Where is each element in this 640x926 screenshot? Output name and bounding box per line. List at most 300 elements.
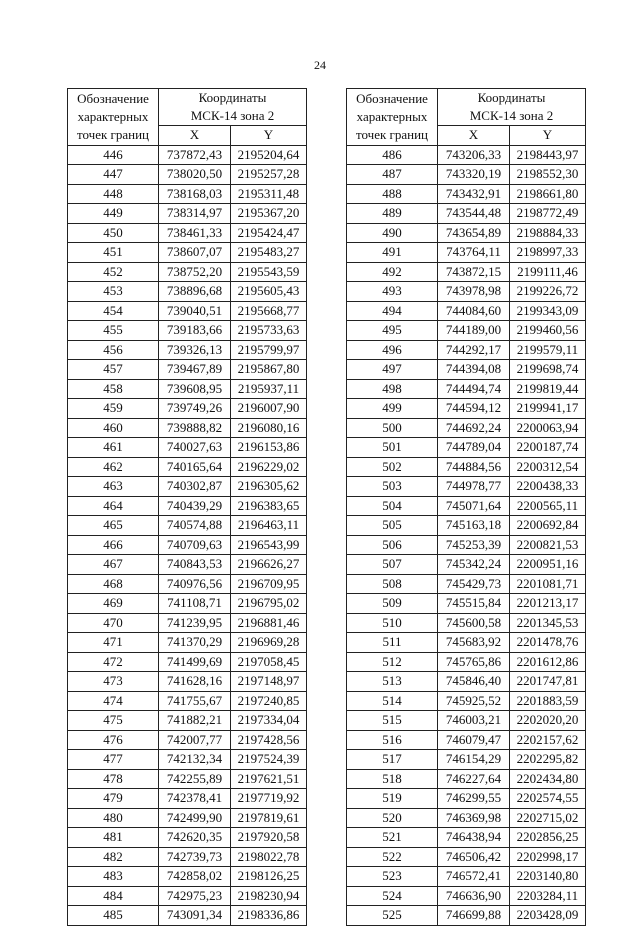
point-number-cell: 514 bbox=[347, 691, 438, 711]
table-row bbox=[68, 438, 307, 458]
table-row bbox=[68, 282, 307, 302]
x-coordinate-cell: 741628,16 bbox=[159, 672, 231, 692]
x-coordinate-cell: 746572,41 bbox=[438, 867, 510, 887]
y-coordinate-cell: 2198022,78 bbox=[231, 847, 307, 867]
point-number-cell: 502 bbox=[347, 457, 438, 477]
table-row bbox=[68, 360, 307, 380]
y-coordinate-cell: 2195668,77 bbox=[231, 301, 307, 321]
x-coordinate-cell: 743091,34 bbox=[159, 906, 231, 926]
point-number-cell: 487 bbox=[347, 165, 438, 185]
table-row bbox=[347, 633, 586, 653]
y-coordinate-cell: 2197428,56 bbox=[231, 730, 307, 750]
table-row bbox=[68, 633, 307, 653]
point-number-cell: 447 bbox=[68, 165, 159, 185]
x-coordinate-cell: 745342,24 bbox=[438, 555, 510, 575]
y-coordinate-cell: 2197819,61 bbox=[231, 808, 307, 828]
point-number-cell: 491 bbox=[347, 243, 438, 263]
x-coordinate-cell: 742499,90 bbox=[159, 808, 231, 828]
x-coordinate-cell: 740302,87 bbox=[159, 477, 231, 497]
table-row bbox=[68, 769, 307, 789]
table-row bbox=[347, 516, 586, 536]
y-coordinate-cell: 2196153,86 bbox=[231, 438, 307, 458]
x-coordinate-cell: 745600,58 bbox=[438, 613, 510, 633]
x-coordinate-cell: 739749,26 bbox=[159, 399, 231, 419]
table-row bbox=[347, 321, 586, 341]
point-number-cell: 512 bbox=[347, 652, 438, 672]
table-row bbox=[347, 613, 586, 633]
x-coordinate-cell: 744594,12 bbox=[438, 399, 510, 419]
point-number-cell: 484 bbox=[68, 886, 159, 906]
table-row bbox=[347, 789, 586, 809]
y-coordinate-cell: 2195257,28 bbox=[231, 165, 307, 185]
x-coordinate-cell: 738752,20 bbox=[159, 262, 231, 282]
y-coordinate-cell: 2202715,02 bbox=[510, 808, 586, 828]
x-coordinate-cell: 738896,68 bbox=[159, 282, 231, 302]
y-coordinate-cell: 2199698,74 bbox=[510, 360, 586, 380]
point-number-cell: 446 bbox=[68, 145, 159, 165]
table-row bbox=[68, 574, 307, 594]
y-coordinate-cell: 2203284,11 bbox=[510, 886, 586, 906]
table-row bbox=[68, 594, 307, 614]
x-coordinate-cell: 739888,82 bbox=[159, 418, 231, 438]
x-coordinate-cell: 745071,64 bbox=[438, 496, 510, 516]
designation-header bbox=[68, 89, 159, 146]
coordinates-table-left-body bbox=[68, 145, 307, 925]
x-coordinate-cell: 742739,73 bbox=[159, 847, 231, 867]
x-coordinate-cell: 740574,88 bbox=[159, 516, 231, 536]
point-number-cell: 485 bbox=[68, 906, 159, 926]
table-row bbox=[347, 243, 586, 263]
y-coordinate-cell: 2198997,33 bbox=[510, 243, 586, 263]
table-row bbox=[68, 535, 307, 555]
point-number-cell: 471 bbox=[68, 633, 159, 653]
table-row bbox=[347, 360, 586, 380]
y-coordinate-cell: 2199226,72 bbox=[510, 282, 586, 302]
y-coordinate-cell: 2201478,76 bbox=[510, 633, 586, 653]
x-coordinate-cell: 742132,34 bbox=[159, 750, 231, 770]
point-number-cell: 468 bbox=[68, 574, 159, 594]
x-coordinate-cell: 742620,35 bbox=[159, 828, 231, 848]
table-row bbox=[347, 711, 586, 731]
point-number-cell: 511 bbox=[347, 633, 438, 653]
y-coordinate-cell: 2198552,30 bbox=[510, 165, 586, 185]
x-coordinate-cell: 744884,56 bbox=[438, 457, 510, 477]
x-coordinate-cell: 746506,42 bbox=[438, 847, 510, 867]
point-number-cell: 521 bbox=[347, 828, 438, 848]
x-coordinate-cell: 740976,56 bbox=[159, 574, 231, 594]
point-number-cell: 478 bbox=[68, 769, 159, 789]
y-coordinate-cell: 2201612,86 bbox=[510, 652, 586, 672]
designation-header-line3: точек границ bbox=[355, 126, 429, 142]
coordinates-header bbox=[438, 89, 586, 126]
point-number-cell: 453 bbox=[68, 282, 159, 302]
x-coordinate-cell: 740027,63 bbox=[159, 438, 231, 458]
point-number-cell: 486 bbox=[347, 145, 438, 165]
table-row bbox=[347, 457, 586, 477]
page-number: 24 bbox=[314, 58, 326, 72]
point-number-cell: 520 bbox=[347, 808, 438, 828]
point-number-cell: 449 bbox=[68, 204, 159, 224]
designation-header-line2: характерных bbox=[356, 108, 428, 124]
table-row bbox=[68, 496, 307, 516]
y-coordinate-cell: 2196881,46 bbox=[231, 613, 307, 633]
point-number-cell: 494 bbox=[347, 301, 438, 321]
y-coordinate-cell: 2198126,25 bbox=[231, 867, 307, 887]
point-number-cell: 473 bbox=[68, 672, 159, 692]
table-row bbox=[347, 399, 586, 419]
y-coordinate-cell: 2202157,62 bbox=[510, 730, 586, 750]
table-row bbox=[347, 769, 586, 789]
point-number-cell: 515 bbox=[347, 711, 438, 731]
point-number-cell: 509 bbox=[347, 594, 438, 614]
point-number-cell: 463 bbox=[68, 477, 159, 497]
y-coordinate-cell: 2196305,62 bbox=[231, 477, 307, 497]
table-row bbox=[347, 282, 586, 302]
y-coordinate-cell: 2195733,63 bbox=[231, 321, 307, 341]
y-column-header: Y bbox=[231, 126, 307, 146]
table-row bbox=[68, 691, 307, 711]
point-number-cell: 467 bbox=[68, 555, 159, 575]
point-number-cell: 524 bbox=[347, 886, 438, 906]
point-number-cell: 482 bbox=[68, 847, 159, 867]
point-number-cell: 483 bbox=[68, 867, 159, 887]
table-row bbox=[347, 184, 586, 204]
point-number-cell: 456 bbox=[68, 340, 159, 360]
table-row bbox=[68, 828, 307, 848]
point-number-cell: 506 bbox=[347, 535, 438, 555]
x-coordinate-cell: 745765,86 bbox=[438, 652, 510, 672]
x-coordinate-cell: 740165,64 bbox=[159, 457, 231, 477]
table-row bbox=[68, 165, 307, 185]
x-coordinate-cell: 742007,77 bbox=[159, 730, 231, 750]
y-coordinate-cell: 2195867,80 bbox=[231, 360, 307, 380]
x-coordinate-cell: 743764,11 bbox=[438, 243, 510, 263]
x-coordinate-cell: 744789,04 bbox=[438, 438, 510, 458]
y-coordinate-cell: 2199343,09 bbox=[510, 301, 586, 321]
y-coordinate-cell: 2197334,04 bbox=[231, 711, 307, 731]
y-coordinate-cell: 2199579,11 bbox=[510, 340, 586, 360]
y-coordinate-cell: 2197524,39 bbox=[231, 750, 307, 770]
table-row bbox=[68, 906, 307, 926]
table-row bbox=[347, 574, 586, 594]
point-number-cell: 477 bbox=[68, 750, 159, 770]
table-row bbox=[347, 165, 586, 185]
table-row bbox=[68, 418, 307, 438]
table-row bbox=[68, 886, 307, 906]
point-number-cell: 508 bbox=[347, 574, 438, 594]
x-coordinate-cell: 745846,40 bbox=[438, 672, 510, 692]
x-coordinate-cell: 745515,84 bbox=[438, 594, 510, 614]
y-coordinate-cell: 2202295,82 bbox=[510, 750, 586, 770]
x-coordinate-cell: 742858,02 bbox=[159, 867, 231, 887]
y-coordinate-cell: 2198443,97 bbox=[510, 145, 586, 165]
coordinates-table-left bbox=[67, 88, 307, 926]
table-row bbox=[68, 672, 307, 692]
point-number-cell: 507 bbox=[347, 555, 438, 575]
point-number-cell: 497 bbox=[347, 360, 438, 380]
y-coordinate-cell: 2197240,85 bbox=[231, 691, 307, 711]
x-coordinate-cell: 737872,43 bbox=[159, 145, 231, 165]
point-number-cell: 525 bbox=[347, 906, 438, 926]
point-number-cell: 460 bbox=[68, 418, 159, 438]
y-coordinate-cell: 2195424,47 bbox=[231, 223, 307, 243]
y-coordinate-cell: 2195799,97 bbox=[231, 340, 307, 360]
x-coordinate-cell: 743320,19 bbox=[438, 165, 510, 185]
x-coordinate-cell: 745429,73 bbox=[438, 574, 510, 594]
coordinates-table-right-body bbox=[347, 145, 586, 925]
y-coordinate-cell: 2202434,80 bbox=[510, 769, 586, 789]
point-number-cell: 469 bbox=[68, 594, 159, 614]
table-row bbox=[68, 145, 307, 165]
y-coordinate-cell: 2201081,71 bbox=[510, 574, 586, 594]
table-row bbox=[347, 828, 586, 848]
y-coordinate-cell: 2196463,11 bbox=[231, 516, 307, 536]
y-coordinate-cell: 2195367,20 bbox=[231, 204, 307, 224]
point-number-cell: 518 bbox=[347, 769, 438, 789]
point-number-cell: 466 bbox=[68, 535, 159, 555]
x-coordinate-cell: 745683,92 bbox=[438, 633, 510, 653]
y-coordinate-cell: 2200187,74 bbox=[510, 438, 586, 458]
y-coordinate-cell: 2199460,56 bbox=[510, 321, 586, 341]
y-coordinate-cell: 2200821,53 bbox=[510, 535, 586, 555]
x-coordinate-cell: 742378,41 bbox=[159, 789, 231, 809]
x-coordinate-cell: 741108,71 bbox=[159, 594, 231, 614]
x-coordinate-cell: 746003,21 bbox=[438, 711, 510, 731]
y-coordinate-cell: 2201213,17 bbox=[510, 594, 586, 614]
table-row bbox=[347, 652, 586, 672]
table-row bbox=[347, 886, 586, 906]
y-coordinate-cell: 2196080,16 bbox=[231, 418, 307, 438]
point-number-cell: 458 bbox=[68, 379, 159, 399]
y-coordinate-cell: 2195605,43 bbox=[231, 282, 307, 302]
y-coordinate-cell: 2198230,94 bbox=[231, 886, 307, 906]
y-coordinate-cell: 2198661,80 bbox=[510, 184, 586, 204]
x-coordinate-cell: 744692,24 bbox=[438, 418, 510, 438]
y-coordinate-cell: 2196969,28 bbox=[231, 633, 307, 653]
table-row bbox=[68, 340, 307, 360]
y-coordinate-cell: 2197719,92 bbox=[231, 789, 307, 809]
x-coordinate-cell: 743206,33 bbox=[438, 145, 510, 165]
x-coordinate-cell: 744189,00 bbox=[438, 321, 510, 341]
y-coordinate-cell: 2195543,59 bbox=[231, 262, 307, 282]
point-number-cell: 504 bbox=[347, 496, 438, 516]
designation-header-line1: Обозначение bbox=[77, 90, 149, 106]
table-row bbox=[68, 184, 307, 204]
y-column-header: Y bbox=[510, 126, 586, 146]
x-coordinate-cell: 743432,91 bbox=[438, 184, 510, 204]
table-row bbox=[68, 477, 307, 497]
y-coordinate-cell: 2196709,95 bbox=[231, 574, 307, 594]
point-number-cell: 496 bbox=[347, 340, 438, 360]
table-row bbox=[68, 516, 307, 536]
table-row bbox=[347, 867, 586, 887]
x-column-header: X bbox=[159, 126, 231, 146]
table-row bbox=[68, 750, 307, 770]
x-coordinate-cell: 741239,95 bbox=[159, 613, 231, 633]
y-coordinate-cell: 2203428,09 bbox=[510, 906, 586, 926]
point-number-cell: 479 bbox=[68, 789, 159, 809]
x-coordinate-cell: 741755,67 bbox=[159, 691, 231, 711]
point-number-cell: 476 bbox=[68, 730, 159, 750]
point-number-cell: 493 bbox=[347, 282, 438, 302]
x-coordinate-cell: 745253,39 bbox=[438, 535, 510, 555]
x-coordinate-cell: 744292,17 bbox=[438, 340, 510, 360]
table-row bbox=[68, 243, 307, 263]
point-number-cell: 492 bbox=[347, 262, 438, 282]
point-number-cell: 513 bbox=[347, 672, 438, 692]
point-number-cell: 451 bbox=[68, 243, 159, 263]
point-number-cell: 505 bbox=[347, 516, 438, 536]
x-coordinate-cell: 738020,50 bbox=[159, 165, 231, 185]
table-row bbox=[347, 301, 586, 321]
x-coordinate-cell: 741370,29 bbox=[159, 633, 231, 653]
point-number-cell: 495 bbox=[347, 321, 438, 341]
y-coordinate-cell: 2198772,49 bbox=[510, 204, 586, 224]
y-coordinate-cell: 2195311,48 bbox=[231, 184, 307, 204]
x-coordinate-cell: 740709,63 bbox=[159, 535, 231, 555]
y-coordinate-cell: 2195937,11 bbox=[231, 379, 307, 399]
table-row bbox=[68, 711, 307, 731]
table-row bbox=[347, 496, 586, 516]
y-coordinate-cell: 2201345,53 bbox=[510, 613, 586, 633]
x-coordinate-cell: 739608,95 bbox=[159, 379, 231, 399]
x-coordinate-cell: 745925,52 bbox=[438, 691, 510, 711]
point-number-cell: 450 bbox=[68, 223, 159, 243]
table-row bbox=[68, 613, 307, 633]
table-row bbox=[347, 477, 586, 497]
x-coordinate-cell: 739040,51 bbox=[159, 301, 231, 321]
x-coordinate-cell: 744494,74 bbox=[438, 379, 510, 399]
coordinates-header bbox=[159, 89, 307, 126]
coordinates-header-line1: Координаты bbox=[198, 90, 267, 105]
table-row bbox=[347, 418, 586, 438]
y-coordinate-cell: 2198336,86 bbox=[231, 906, 307, 926]
y-coordinate-cell: 2200063,94 bbox=[510, 418, 586, 438]
point-number-cell: 457 bbox=[68, 360, 159, 380]
x-coordinate-cell: 738168,03 bbox=[159, 184, 231, 204]
table-row bbox=[347, 223, 586, 243]
table-row bbox=[68, 301, 307, 321]
y-coordinate-cell: 2199941,17 bbox=[510, 399, 586, 419]
y-coordinate-cell: 2202856,25 bbox=[510, 828, 586, 848]
table-row bbox=[68, 847, 307, 867]
y-coordinate-cell: 2202574,55 bbox=[510, 789, 586, 809]
x-coordinate-cell: 738314,97 bbox=[159, 204, 231, 224]
y-coordinate-cell: 2196229,02 bbox=[231, 457, 307, 477]
table-row bbox=[347, 847, 586, 867]
point-number-cell: 516 bbox=[347, 730, 438, 750]
y-coordinate-cell: 2196543,99 bbox=[231, 535, 307, 555]
x-coordinate-cell: 742975,23 bbox=[159, 886, 231, 906]
table-row bbox=[347, 535, 586, 555]
point-number-cell: 480 bbox=[68, 808, 159, 828]
x-coordinate-cell: 740843,53 bbox=[159, 555, 231, 575]
y-coordinate-cell: 2196626,27 bbox=[231, 555, 307, 575]
x-coordinate-cell: 738461,33 bbox=[159, 223, 231, 243]
y-coordinate-cell: 2196007,90 bbox=[231, 399, 307, 419]
x-coordinate-cell: 744978,77 bbox=[438, 477, 510, 497]
x-coordinate-cell: 741499,69 bbox=[159, 652, 231, 672]
point-number-cell: 489 bbox=[347, 204, 438, 224]
table-row bbox=[347, 808, 586, 828]
x-coordinate-cell: 746438,94 bbox=[438, 828, 510, 848]
coordinates-header-line2: МСК-14 зона 2 bbox=[190, 108, 275, 123]
y-coordinate-cell: 2197621,51 bbox=[231, 769, 307, 789]
coordinates-header-line2: МСК-14 зона 2 bbox=[469, 108, 554, 123]
x-coordinate-cell: 743544,48 bbox=[438, 204, 510, 224]
table-row bbox=[68, 808, 307, 828]
x-coordinate-cell: 746227,64 bbox=[438, 769, 510, 789]
y-coordinate-cell: 2197920,58 bbox=[231, 828, 307, 848]
table-row bbox=[68, 555, 307, 575]
y-coordinate-cell: 2200692,84 bbox=[510, 516, 586, 536]
point-number-cell: 470 bbox=[68, 613, 159, 633]
x-coordinate-cell: 746369,98 bbox=[438, 808, 510, 828]
y-coordinate-cell: 2198884,33 bbox=[510, 223, 586, 243]
table-row bbox=[68, 789, 307, 809]
table-row bbox=[347, 145, 586, 165]
point-number-cell: 498 bbox=[347, 379, 438, 399]
point-number-cell: 455 bbox=[68, 321, 159, 341]
table-row bbox=[68, 457, 307, 477]
x-column-header: X bbox=[438, 126, 510, 146]
table-row bbox=[68, 321, 307, 341]
coordinates-table-right bbox=[346, 88, 586, 926]
point-number-cell: 490 bbox=[347, 223, 438, 243]
x-coordinate-cell: 739467,89 bbox=[159, 360, 231, 380]
point-number-cell: 475 bbox=[68, 711, 159, 731]
table-row bbox=[68, 867, 307, 887]
table-row bbox=[347, 691, 586, 711]
point-number-cell: 517 bbox=[347, 750, 438, 770]
y-coordinate-cell: 2195483,27 bbox=[231, 243, 307, 263]
y-coordinate-cell: 2202020,20 bbox=[510, 711, 586, 731]
y-coordinate-cell: 2195204,64 bbox=[231, 145, 307, 165]
x-coordinate-cell: 744394,08 bbox=[438, 360, 510, 380]
table-row bbox=[347, 262, 586, 282]
designation-header-line3: точек границ bbox=[76, 126, 150, 142]
point-number-cell: 499 bbox=[347, 399, 438, 419]
x-coordinate-cell: 743978,98 bbox=[438, 282, 510, 302]
x-coordinate-cell: 740439,29 bbox=[159, 496, 231, 516]
table-row bbox=[347, 204, 586, 224]
point-number-cell: 452 bbox=[68, 262, 159, 282]
x-coordinate-cell: 739326,13 bbox=[159, 340, 231, 360]
designation-header-line2: характерных bbox=[77, 108, 149, 124]
table-row bbox=[347, 672, 586, 692]
y-coordinate-cell: 2200312,54 bbox=[510, 457, 586, 477]
point-number-cell: 488 bbox=[347, 184, 438, 204]
point-number-cell: 464 bbox=[68, 496, 159, 516]
table-row bbox=[347, 340, 586, 360]
table-row bbox=[68, 262, 307, 282]
y-coordinate-cell: 2199819,44 bbox=[510, 379, 586, 399]
designation-header bbox=[347, 89, 438, 146]
x-coordinate-cell: 745163,18 bbox=[438, 516, 510, 536]
y-coordinate-cell: 2203140,80 bbox=[510, 867, 586, 887]
x-coordinate-cell: 742255,89 bbox=[159, 769, 231, 789]
point-number-cell: 454 bbox=[68, 301, 159, 321]
x-coordinate-cell: 744084,60 bbox=[438, 301, 510, 321]
designation-header-line1: Обозначение bbox=[356, 90, 428, 106]
point-number-cell: 461 bbox=[68, 438, 159, 458]
table-row bbox=[68, 399, 307, 419]
y-coordinate-cell: 2201747,81 bbox=[510, 672, 586, 692]
x-coordinate-cell: 743654,89 bbox=[438, 223, 510, 243]
table-row bbox=[347, 379, 586, 399]
table-row bbox=[68, 204, 307, 224]
table-row bbox=[347, 594, 586, 614]
